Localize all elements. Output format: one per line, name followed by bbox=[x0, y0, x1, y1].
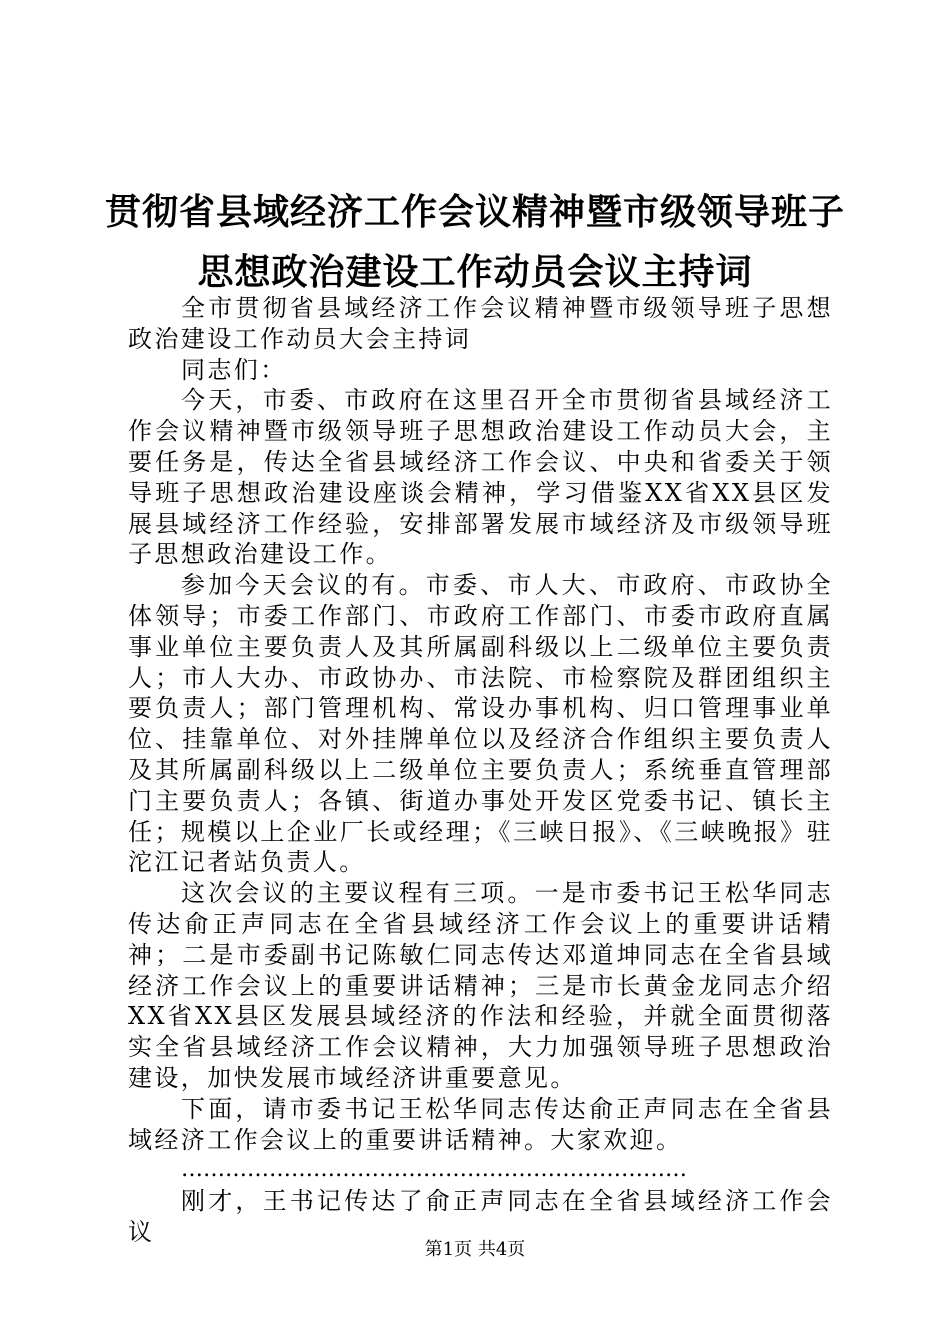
body-paragraph: 今天，市委、市政府在这里召开全市贯彻省县域经济工作会议精神暨市级领导班子思想政治建设工作动员大会，主要任务是，传达全省县域经济工作会议、中央和省委关于领导班子思想政治建设座谈会精神，学习借鉴XX省XX县区发展县域经济工作经验，安排部署发展市域经济及市级领导班子思想政治建设工作。 bbox=[128, 386, 833, 569]
document-body bbox=[128, 293, 833, 1248]
body-paragraph: 下面，请市委书记王松华同志传达俞正声同志在全省县域经济工作会议上的重要讲话精神。大家欢迎。 bbox=[128, 1094, 833, 1154]
page-footer: 第1页 共4页 bbox=[424, 1239, 526, 1260]
body-paragraph: 这次会议的主要议程有三项。一是市委书记王松华同志传达俞正声同志在全省县域经济工作会议上的重要讲话精神；二是市委副书记陈敏仁同志传达邓道坤同志在全省县域经济工作会议上的重要讲话精神；三是市长黄金龙同志介绍XX省XX县区发展县域经济的作法和经验，并就全面贯彻落实全省县域经济工作会议精神，大力加强领导班子思想政治建设，加快发展市域经济讲重要意见。 bbox=[128, 879, 833, 1092]
dotted-separator: …………………………………………………………… bbox=[181, 1157, 687, 1183]
body-paragraph: 刚才，王书记传达了俞正声同志在全省县域经济工作会议 bbox=[128, 1187, 833, 1246]
body-paragraph: 参加今天会议的有。市委、市人大、市政府、市政协全体领导；市委工作部门、市政府工作部门、市委市政府直属事业单位主要负责人及其所属副科级以上二级单位主要负责人；市人大办、市政协办、市法院、市检察院及群团组织主要负责人；部门管理机构、常设办事机构、归口管理事业单位、挂靠单位、对外挂牌单位以及经济合作组织主要负责人及其所属副科级以上二级单位主要负责人；系统垂直管理部门主要负责人；各镇、街道办事处开发区党委书记、镇长主任；规模以上企业厂长或经理；《三峡日报》、《三峡晚报》驻沱江记者站负责人。 bbox=[128, 571, 833, 877]
document-title-line-1: 贯彻省县域经济工作会议精神暨市级领导班子 bbox=[104, 192, 845, 233]
document-title-line-2: 思想政治建设工作动员会议主持词 bbox=[197, 252, 753, 293]
subtitle-paragraph: 全市贯彻省县域经济工作会议精神暨市级领导班子思想政治建设工作动员大会主持词 bbox=[128, 294, 833, 353]
salutation-paragraph: 同志们： bbox=[181, 355, 287, 384]
